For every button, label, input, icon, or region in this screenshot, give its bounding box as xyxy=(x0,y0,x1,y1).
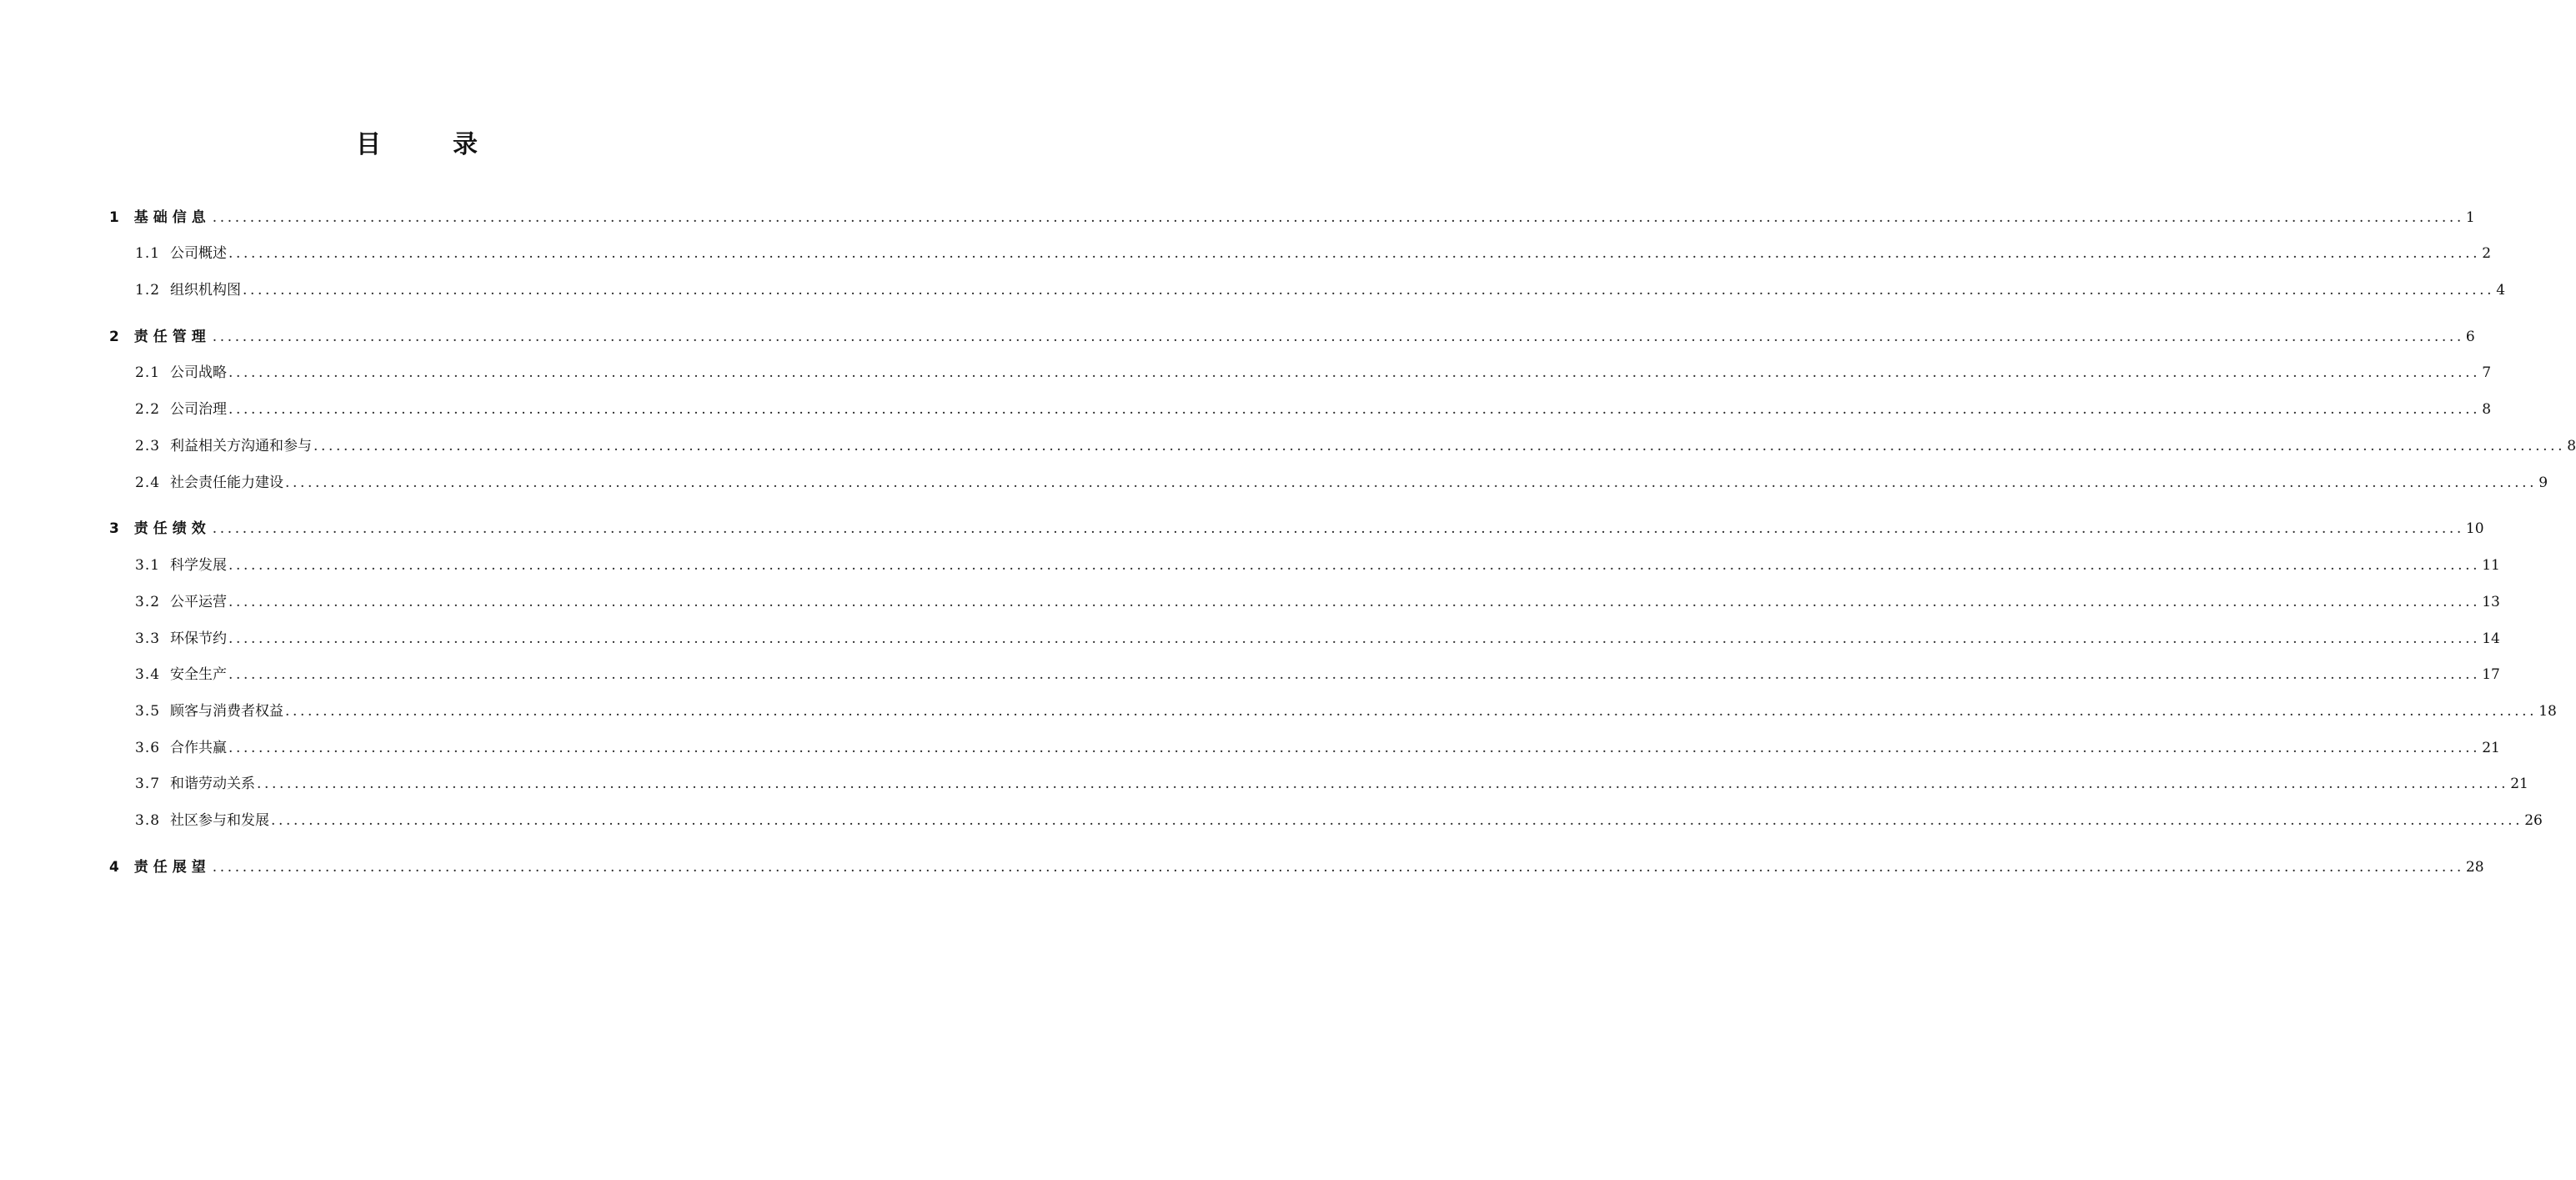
toc-dot-leader: ............................................................................................................................................................................................................................................................................................................ xyxy=(313,438,2566,454)
toc-section-entry[interactable] xyxy=(0,469,2548,492)
toc-entry-number: 2.3 xyxy=(135,438,161,454)
toc-section-entry[interactable] xyxy=(0,551,2500,575)
toc-dot-leader: ............................................................................................................................................................................................................................................................................................................ xyxy=(212,859,2464,876)
toc-entry-title: 责任展望 xyxy=(133,859,211,876)
toc-entry-label xyxy=(135,364,227,382)
toc-section-entry[interactable] xyxy=(0,239,2492,263)
toc-entry-label xyxy=(135,811,269,830)
toc-dot-leader: ............................................................................................................................................................................................................................................................................................................ xyxy=(228,740,2481,756)
toc-dot-leader: ............................................................................................................................................................................................................................................................................................................ xyxy=(228,594,2481,610)
toc-entry-title: 公司概述 xyxy=(170,245,228,262)
toc-page-number: 10 xyxy=(2465,520,2484,537)
toc-entry-label xyxy=(135,400,227,419)
toc-section-entry[interactable] xyxy=(0,625,2500,648)
toc-entry-number: 2.2 xyxy=(135,401,161,418)
toc-title-char-1: 目 xyxy=(356,130,381,159)
toc-page-number: 8 xyxy=(2567,438,2576,454)
toc-dot-leader: ............................................................................................................................................................................................................................................................................................................ xyxy=(285,475,2538,491)
toc-section-entry[interactable] xyxy=(0,697,2557,721)
toc-chapter-entry[interactable] xyxy=(0,203,2475,227)
toc-entry-label xyxy=(135,281,241,299)
toc-entry-title: 利益相关方沟通和参与 xyxy=(170,438,313,454)
toc-entry-title: 和谐劳动关系 xyxy=(170,776,256,792)
toc-section-entry[interactable] xyxy=(0,588,2500,611)
toc-entry-label xyxy=(135,556,227,575)
toc-page-number: 21 xyxy=(2510,776,2528,792)
toc-chapter-entry[interactable] xyxy=(0,515,2484,538)
toc-entry-number: 3 xyxy=(109,520,124,537)
toc-entry-number: 3.6 xyxy=(135,740,161,756)
toc-entry-number: 3.2 xyxy=(135,594,161,610)
toc-dot-leader: ............................................................................................................................................................................................................................................................................................................ xyxy=(228,364,2481,381)
toc-section-entry[interactable] xyxy=(0,806,2543,830)
toc-chapter-entry[interactable] xyxy=(0,323,2475,346)
toc-entry-title: 公平运营 xyxy=(170,594,228,610)
toc-entry-title: 科学发展 xyxy=(170,557,228,574)
toc-entry-label xyxy=(135,474,283,492)
toc-title xyxy=(0,123,834,160)
toc-page-number: 7 xyxy=(2482,364,2492,381)
toc-entry-number: 4 xyxy=(109,859,124,876)
toc-entry-number: 3.1 xyxy=(135,557,161,574)
toc-entry-label xyxy=(135,775,255,793)
toc-entry-label xyxy=(109,858,211,876)
toc-dot-leader: ............................................................................................................................................................................................................................................................................................................ xyxy=(243,282,2495,299)
toc-page-number: 1 xyxy=(2465,209,2475,226)
toc-entry-number: 2.4 xyxy=(135,475,161,491)
toc-entry-title: 安全生产 xyxy=(170,666,228,683)
toc-entry-label xyxy=(135,437,312,455)
toc-page-number: 14 xyxy=(2482,630,2500,647)
toc-entry-title: 基础信息 xyxy=(133,209,211,226)
toc-entry-number: 1.2 xyxy=(135,282,161,299)
toc-dot-leader: ............................................................................................................................................................................................................................................................................................................ xyxy=(285,703,2538,720)
toc-page-number: 13 xyxy=(2482,594,2500,610)
toc-dot-leader: ............................................................................................................................................................................................................................................................................................................ xyxy=(228,630,2481,647)
toc-page-number: 9 xyxy=(2538,475,2548,491)
toc-entry-number: 1.1 xyxy=(135,245,161,262)
toc-section-entry[interactable] xyxy=(0,395,2492,419)
toc-dot-leader: ............................................................................................................................................................................................................................................................................................................ xyxy=(212,520,2464,537)
toc-entry-number: 3.5 xyxy=(135,703,161,720)
toc-section-entry[interactable] xyxy=(0,276,2506,299)
toc-page-number: 2 xyxy=(2482,245,2492,262)
toc-entry-label xyxy=(109,208,211,227)
toc-entry-title: 社会责任能力建设 xyxy=(170,475,284,491)
toc-dot-leader: ............................................................................................................................................................................................................................................................................................................ xyxy=(271,812,2523,829)
toc-chapter-entry[interactable] xyxy=(0,853,2484,876)
toc-section-entry[interactable] xyxy=(0,359,2492,382)
toc-entry-number: 2 xyxy=(109,329,124,345)
toc-entry-title: 顾客与消费者权益 xyxy=(170,703,284,720)
toc-dot-leader: ............................................................................................................................................................................................................................................................................................................ xyxy=(228,401,2481,418)
toc-entry-number: 2.1 xyxy=(135,364,161,381)
toc-entry-label xyxy=(135,593,227,611)
toc-entry-number: 3.7 xyxy=(135,776,161,792)
toc-page-number: 11 xyxy=(2482,557,2500,574)
toc-dot-leader: ............................................................................................................................................................................................................................................................................................................ xyxy=(228,245,2481,262)
toc-entry-label xyxy=(109,328,211,346)
toc-dot-leader: ............................................................................................................................................................................................................................................................................................................ xyxy=(212,329,2464,345)
toc-page-number: 26 xyxy=(2524,812,2543,829)
toc-entry-title: 责任绩效 xyxy=(133,520,211,537)
toc-entry-title: 责任管理 xyxy=(133,329,211,345)
toc-entry-label xyxy=(135,630,227,648)
toc-dot-leader: ............................................................................................................................................................................................................................................................................................................ xyxy=(212,209,2464,226)
toc-entry-number: 3.4 xyxy=(135,666,161,683)
toc-entry-title: 公司战略 xyxy=(170,364,228,381)
toc-entry-label xyxy=(135,702,283,721)
toc-page-number: 17 xyxy=(2482,666,2500,683)
toc-page-number: 4 xyxy=(2496,282,2506,299)
toc-entry-label xyxy=(135,244,227,263)
toc-dot-leader: ............................................................................................................................................................................................................................................................................................................ xyxy=(228,666,2481,683)
toc-entry-title: 环保节约 xyxy=(170,630,228,647)
toc-page-number: 28 xyxy=(2465,859,2484,876)
toc-entry-number: 3.8 xyxy=(135,812,161,829)
toc-entry-number: 3.3 xyxy=(135,630,161,647)
toc-section-entry[interactable] xyxy=(0,770,2528,793)
toc-section-entry[interactable] xyxy=(0,660,2500,684)
toc-page-number: 21 xyxy=(2482,740,2500,756)
toc-page-number: 8 xyxy=(2482,401,2492,418)
toc-page-number: 18 xyxy=(2538,703,2557,720)
toc-entry-label xyxy=(135,665,227,684)
toc-section-entry[interactable] xyxy=(0,432,2576,455)
toc-title-char-2: 录 xyxy=(453,130,478,159)
toc-entry-title: 组织机构图 xyxy=(170,282,242,299)
toc-section-entry[interactable] xyxy=(0,734,2500,757)
toc-entry-label xyxy=(135,739,227,757)
toc-entry-label xyxy=(109,520,211,538)
toc-entry-number: 1 xyxy=(109,209,124,226)
toc-page-number: 6 xyxy=(2465,329,2475,345)
toc-dot-leader: ............................................................................................................................................................................................................................................................................................................ xyxy=(257,776,2509,792)
toc-dot-leader: ............................................................................................................................................................................................................................................................................................................ xyxy=(228,557,2481,574)
toc-entry-title: 公司治理 xyxy=(170,401,228,418)
toc-entry-title: 社区参与和发展 xyxy=(170,812,270,829)
toc-entry-title: 合作共赢 xyxy=(170,740,228,756)
